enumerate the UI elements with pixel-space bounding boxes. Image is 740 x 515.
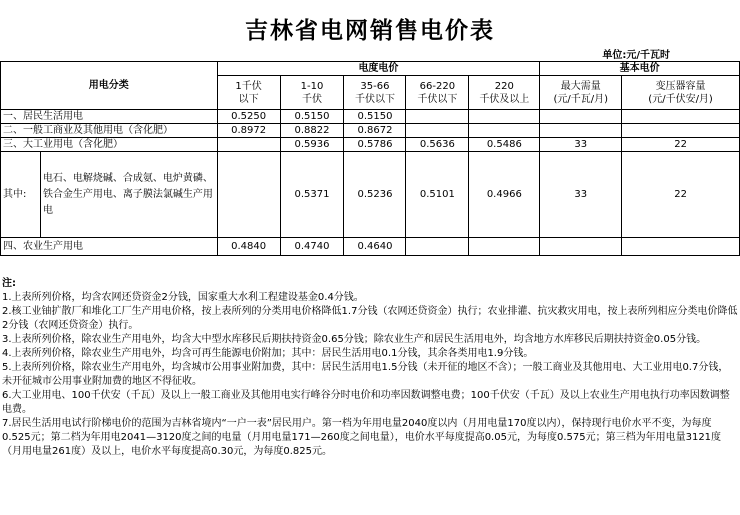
table-cell: 0.5250 [217,110,280,124]
table-cell: 0.5486 [469,138,540,152]
row-label: 一、居民生活用电 [1,110,218,124]
table-cell: 22 [622,152,740,238]
table-cell [540,124,622,138]
table-row [1,124,740,138]
row-label: 三、大工业用电（含化肥） [1,138,218,152]
note-item: 4.上表所列价格，除农业生产用电外，均含可再生能源电价附加；其中：居民生活用电0.1分钱，其余各类用电1.9分钱。 [2,348,534,359]
table-cell: 0.4840 [217,238,280,256]
table-cell: 0.5936 [280,138,344,152]
unit-label: 单位:元/千瓦时 [602,50,670,61]
row-label: 二、一般工商业及其他用电（含化肥） [1,124,218,138]
table-cell [469,110,540,124]
table-cell: 0.5150 [280,110,344,124]
note-item: 6.大工业用电、100千伏安（千瓦）及以上一般工商业及其他用电实行峰谷分时电价和功率因数调整电费；100千伏安（千瓦）及以上农业生产用电执行功率因数调整电费。 [2,390,730,415]
table-cell [469,238,540,256]
table-cell [622,124,740,138]
table-cell: 0.4640 [344,238,406,256]
table-cell: 0.8972 [217,124,280,138]
table-cell [622,110,740,124]
table-row [1,110,740,124]
table-row [1,152,740,238]
notes-heading: 注: [2,278,16,289]
table-cell: 33 [540,152,622,238]
header-category: 用电分类 [1,62,218,110]
table-row [1,238,740,256]
price-table [0,61,740,256]
note-item: 3.上表所列价格，除农业生产用电外，均含大中型水库移民后期扶持资金0.65分钱；除农业生产和居民生活用电外，均含地方水库移民后期扶持资金0.05分钱。 [2,334,707,345]
table-cell [406,110,469,124]
table-cell [469,124,540,138]
table-cell: 33 [540,138,622,152]
header-transformer: 变压器容量 (元/千伏安/月) [622,76,740,110]
table-cell: 0.4966 [469,152,540,238]
table-cell [217,138,280,152]
table-cell: 0.4740 [280,238,344,256]
table-cell [217,152,280,238]
table-cell [622,238,740,256]
header-col-2: 1-10 千伏 [280,76,344,110]
header-col-3: 35-66 千伏以下 [344,76,406,110]
header-kwh-price: 电度电价 [217,62,540,76]
row-description: 电石、电解烧碱、合成氨、电炉黄磷、铁合金生产用电、离子膜法氯碱生产用电 [40,152,217,238]
header-col-5: 220 千伏及以上 [469,76,540,110]
table-cell: 0.5786 [344,138,406,152]
row-label: 其中: [1,152,41,238]
table-row [1,138,740,152]
header-col-4: 66-220 千伏以下 [406,76,469,110]
table-cell [406,238,469,256]
table-cell: 22 [622,138,740,152]
table-cell [540,238,622,256]
notes-section [2,277,738,459]
page-title: 吉林省电网销售电价表 [245,18,495,44]
table-cell [406,124,469,138]
table-cell: 0.5236 [344,152,406,238]
header-col-1: 1千伏 以下 [217,76,280,110]
table-cell: 0.5101 [406,152,469,238]
table-cell: 0.5371 [280,152,344,238]
table-cell: 0.5636 [406,138,469,152]
note-item: 5.上表所列价格，除农业生产用电外，均含城市公用事业附加费，其中：居民生活用电1.5分钱（未开征的地区不含）；一般工商业及其他用电、大工业用电0.7分钱，未开征城市公用事业附加费的地区不得征收。 [2,362,729,387]
note-item: 7.居民生活用电试行阶梯电价的范围为吉林省境内“一户一表”居民用户。第一档为年用电量2040度以内（月用电量170度以内），保持现行电价水平不变，为每度0.525元；第二档为年用电2041—3120度之间的电量（月用电量171—260度之间电量），电价水平每度提高0.05元，为每度0.575元；第三档为年用电量3121度（月用电量261度）及以上，电价水平每度提高0.30元，为每度0.825元。 [2,418,722,457]
header-base-price: 基本电价 [540,62,740,76]
header-max-demand: 最大需量 (元/千瓦/月) [540,76,622,110]
table-cell [540,110,622,124]
note-item: 1.上表所列价格，均含农网还贷资金2分钱，国家重大水利工程建设基金0.4分钱。 [2,292,364,303]
table-cell: 0.8822 [280,124,344,138]
note-item: 2.核工业铀扩散厂和堆化工厂生产用电价格，按上表所列的分类用电价格降低1.7分钱（农网还贷资金）执行；农业排灌、抗灾救灾用电，按上表所列相应分类电价降低2分钱（农网还贷资金）执行。 [2,306,738,331]
row-label: 四、农业生产用电 [1,238,218,256]
table-cell: 0.5150 [344,110,406,124]
table-cell: 0.8672 [344,124,406,138]
